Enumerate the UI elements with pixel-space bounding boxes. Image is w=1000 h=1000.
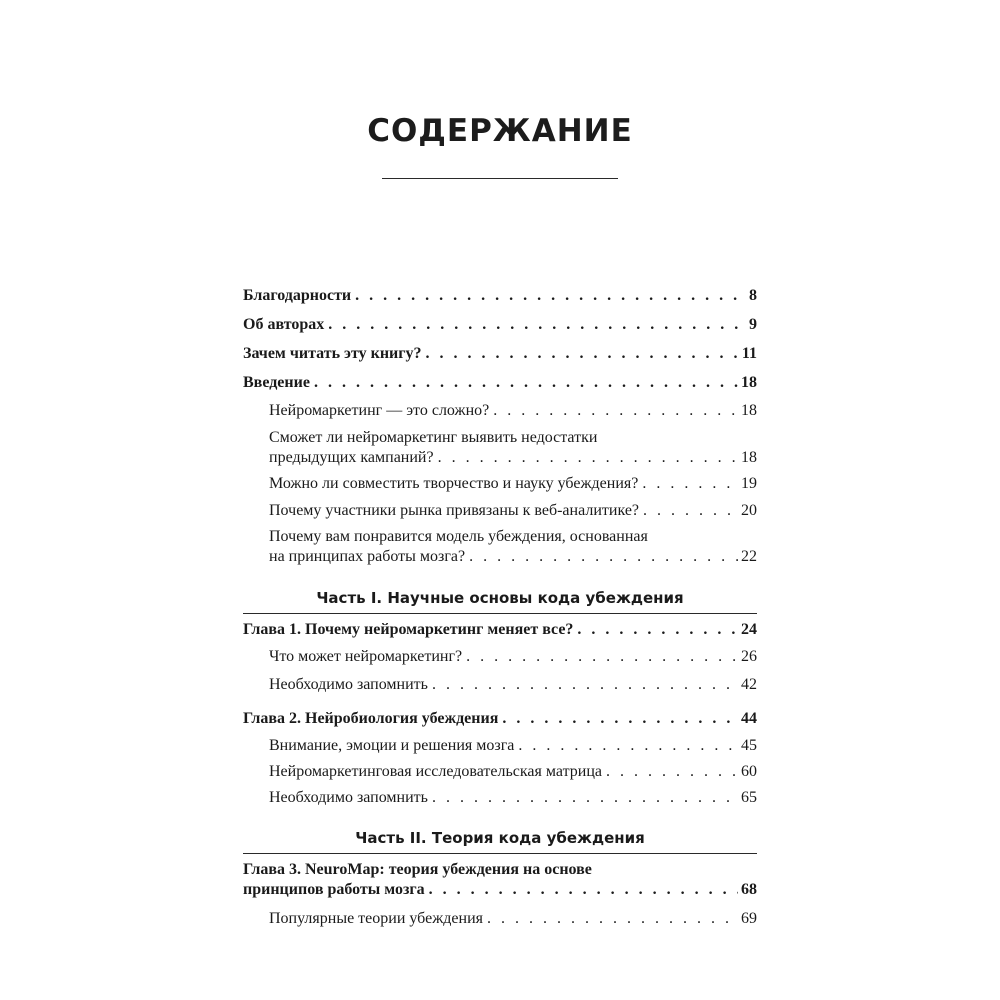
toc-entry-title: Глава 2. Нейробиология убеждения [243,710,499,727]
toc-entry-title: Благодарности [243,287,352,304]
dot-leader [642,474,738,494]
dot-leader [432,788,738,808]
toc-page-number: 19 [741,475,757,492]
part-2-heading: Часть II. Теория кода убеждения [355,829,645,847]
dot-leader [328,315,746,335]
toc-page-number: 69 [741,910,757,927]
toc-entry-title-line1: Почему вам понравится модель убеждения, основанная [269,528,648,545]
toc-entry-popular-theories[interactable] [269,909,757,929]
toc-page-number: 8 [749,287,757,304]
page-title: СОДЕРЖАНИЕ [367,113,633,149]
toc-entry-what-neuromarketing-can[interactable] [269,647,757,667]
dot-leader [643,501,738,521]
toc-entry-title: Популярные теории убеждения [269,910,483,927]
toc-entry-web-analytics[interactable] [269,501,757,521]
dot-leader [487,909,738,929]
toc-page-number: 24 [741,621,757,638]
dot-leader [432,675,738,695]
toc-page-number: 44 [741,710,757,727]
toc-page-number: 45 [741,737,757,754]
dot-leader [518,736,738,756]
toc-entry-title-line1: Сможет ли нейромаркетинг выявить недостатки [269,429,598,446]
dot-leader [438,448,738,468]
part-2-rule [243,853,757,854]
dot-leader [426,344,739,364]
toc-entry-acknowledgements[interactable] [243,286,757,306]
toc-page-number: 18 [741,402,757,419]
toc-entry-why-read[interactable] [243,344,757,364]
toc-page-number: 68 [741,881,757,898]
toc-entry-title: принципов работы мозга [243,881,425,898]
toc-entry-chapter-2[interactable] [243,709,757,729]
toc-entry-about-authors[interactable] [243,315,757,335]
toc-entry-title: Что может нейромаркетинг? [269,648,463,665]
toc-entry-research-matrix[interactable] [269,762,757,782]
toc-entry-title: Необходимо запомнить [269,789,428,806]
title-underline [382,178,618,179]
toc-entry-neuromarketing-hard[interactable] [269,401,757,421]
toc-entry-title: Необходимо запомнить [269,676,428,693]
toc-entry-title: предыдущих кампаний? [269,449,434,466]
toc-page-number: 42 [741,676,757,693]
toc-entry-detect-shortcomings[interactable] [269,428,757,468]
toc-entry-title: Зачем читать эту книгу? [243,345,422,362]
toc-entry-title: Об авторах [243,316,325,333]
toc-entry-creativity-science[interactable] [269,474,757,494]
dot-leader [577,620,738,640]
part-1-heading: Часть I. Научные основы кода убеждения [316,589,684,607]
toc-entry-title-line1: Глава 3. NeuroMap: теория убеждения на основе [243,861,592,878]
dot-leader [355,286,746,306]
dot-leader [469,547,738,567]
dot-leader [606,762,738,782]
part-1-rule [243,613,757,614]
dot-leader [502,709,738,729]
toc-page-number: 18 [741,374,757,391]
toc-entry-attention-emotions[interactable] [269,736,757,756]
toc-entry-title: на принципах работы мозга? [269,548,466,565]
dot-leader [429,880,738,900]
toc-entry-title: Нейромаркетинг — это сложно? [269,402,490,419]
toc-page-number: 60 [741,763,757,780]
toc-page-number: 26 [741,648,757,665]
toc-page-number: 20 [741,502,757,519]
toc-entry-title: Можно ли совместить творчество и науку убеждения? [269,475,639,492]
toc-entry-title: Почему участники рынка привязаны к веб-аналитике? [269,502,640,519]
toc-entry-chapter-3[interactable] [243,860,757,900]
dot-leader [493,401,738,421]
toc-entry-remember-1[interactable] [269,675,757,695]
toc-page-number: 22 [741,548,757,565]
toc-entry-chapter-1[interactable] [243,620,757,640]
toc-entry-remember-2[interactable] [269,788,757,808]
toc-entry-introduction[interactable] [243,373,757,393]
toc-page-number: 9 [749,316,757,333]
toc-entry-title: Введение [243,374,310,391]
toc-entry-title: Нейромаркетинговая исследовательская матрица [269,763,602,780]
toc-page-number: 18 [741,449,757,466]
toc-entry-title: Внимание, эмоции и решения мозга [269,737,515,754]
dot-leader [314,373,738,393]
toc-page-number: 11 [741,345,757,362]
toc-page-number: 65 [741,789,757,806]
toc-entry-title: Глава 1. Почему нейромаркетинг меняет все? [243,621,574,638]
dot-leader [466,647,738,667]
toc-entry-brain-model[interactable] [269,527,757,567]
